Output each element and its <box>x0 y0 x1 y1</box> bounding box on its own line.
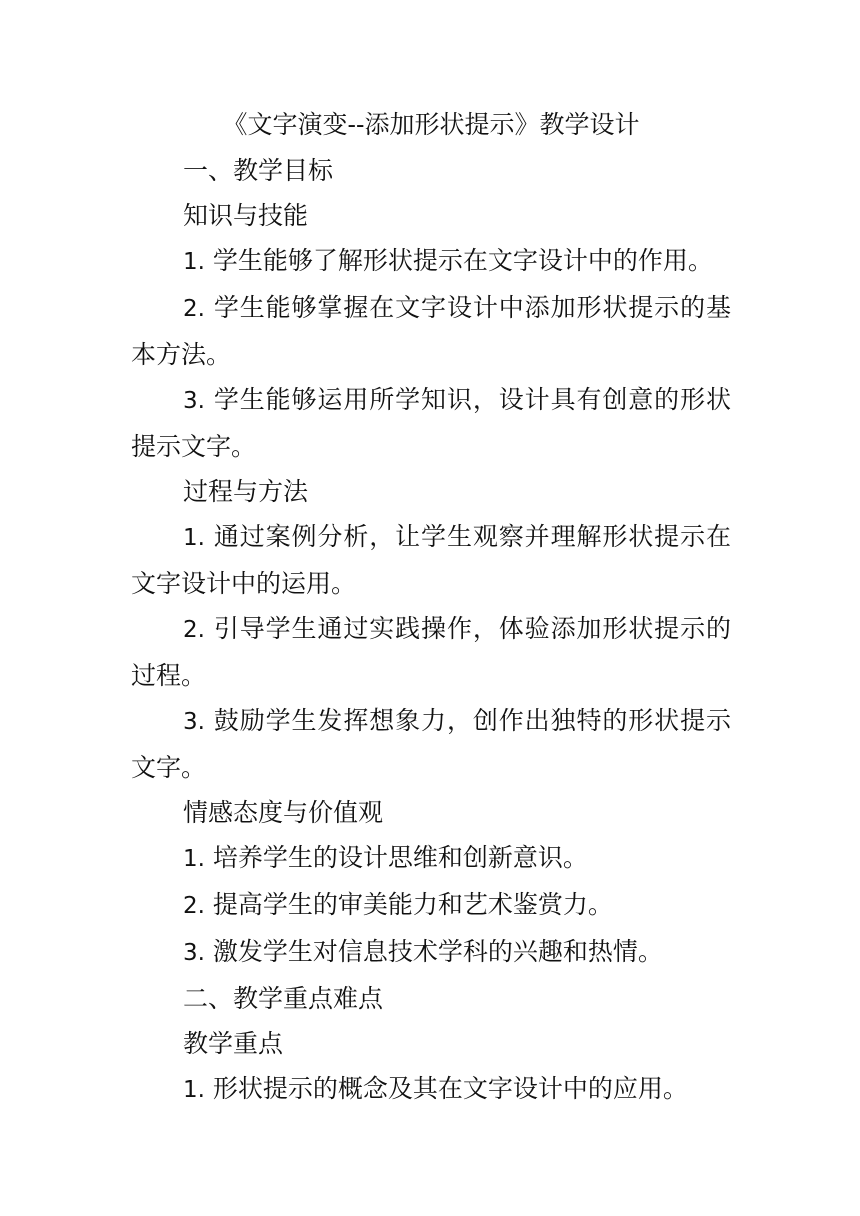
item-text: 通过案例分析，让学生观察并理解形状提示在文字设计中的运用。 <box>131 522 731 598</box>
item-text: 鼓励学生发挥想象力，创作出独特的形状提示文字。 <box>131 706 731 782</box>
item-number: 2. <box>183 893 205 919</box>
subheading-emotion-values: 情感态度与价值观 <box>183 798 384 827</box>
item-text: 培养学生的设计思维和创新意识。 <box>212 843 588 872</box>
item-number: 3. <box>183 709 205 735</box>
section-heading-key-points: 二、教学重点难点 <box>183 984 384 1013</box>
item-number: 1. <box>183 846 205 872</box>
item-text: 学生能够了解形状提示在文字设计中的作用。 <box>212 246 713 275</box>
section-heading-objectives: 一、教学目标 <box>183 156 334 185</box>
list-item <box>131 698 731 790</box>
item-number: 1. <box>183 525 205 551</box>
item-number: 2. <box>183 296 205 322</box>
item-text: 提高学生的审美能力和艺术鉴赏力。 <box>212 890 613 919</box>
document-page <box>131 102 731 1113</box>
list-item <box>131 238 731 285</box>
list-item <box>131 514 731 606</box>
item-text: 学生能够掌握在文字设计中添加形状提示的基本方法。 <box>131 293 731 369</box>
item-number: 1. <box>183 249 205 275</box>
item-number: 2. <box>183 617 205 643</box>
subheading-knowledge-skills: 知识与技能 <box>183 201 309 230</box>
list-item <box>131 835 731 882</box>
item-number: 1. <box>183 1077 205 1103</box>
list-item <box>131 377 731 469</box>
document-title: 《文字演变--添加形状提示》教学设计 <box>222 110 640 139</box>
item-number: 3. <box>183 940 205 966</box>
list-item <box>131 1066 731 1113</box>
subheading-process-methods: 过程与方法 <box>183 477 309 506</box>
item-number: 3. <box>183 388 205 414</box>
item-text: 形状提示的概念及其在文字设计中的应用。 <box>212 1074 688 1103</box>
list-item <box>131 285 731 377</box>
list-item <box>131 606 731 698</box>
item-text: 学生能够运用所学知识，设计具有创意的形状提示文字。 <box>131 385 731 461</box>
item-text: 激发学生对信息技术学科的兴趣和热情。 <box>212 937 663 966</box>
item-text: 引导学生通过实践操作，体验添加形状提示的过程。 <box>131 614 731 690</box>
list-item <box>131 882 731 929</box>
list-item <box>131 929 731 976</box>
subheading-teaching-focus: 教学重点 <box>183 1029 284 1058</box>
